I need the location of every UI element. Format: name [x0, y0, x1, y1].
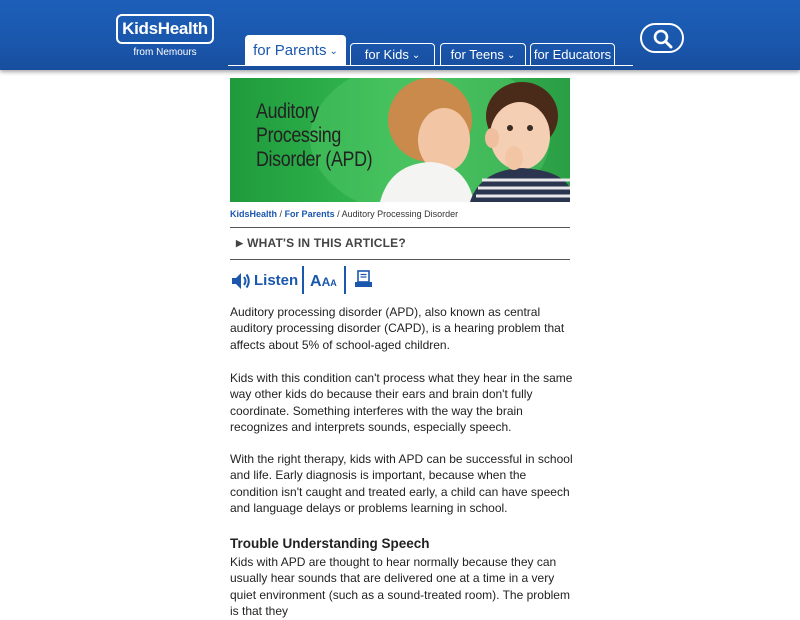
site-header [0, 0, 800, 70]
tab-label: for Educators [533, 47, 612, 62]
tab-label: for Parents [253, 42, 327, 59]
breadcrumb-current: Auditory Processing Disorder [341, 209, 459, 219]
text-size-button[interactable] [310, 273, 337, 291]
article-paragraph: With the right therapy, kids with APD can be successful in school and life. Early diagnosis is important, because when the condition isn't caught and treated early, a child can have speech and language delays or problems learning in school. [230, 452, 573, 516]
toc-label: WHAT'S IN THIS ARTICLE? [247, 236, 406, 250]
tab-for-kids[interactable] [350, 43, 435, 66]
triangle-right-icon: ▶ [236, 238, 244, 248]
breadcrumb-home-link[interactable]: KidsHealth [230, 209, 278, 219]
logo-tagline: from Nemours [133, 47, 197, 58]
hero-title-line: Processing [256, 124, 341, 147]
tab-for-teens[interactable] [440, 43, 526, 66]
hero-title-line: Disorder (APD) [256, 148, 373, 171]
logo-wordmark: KidsHealth [116, 14, 214, 44]
article-paragraph: Kids with APD are thought to hear normally because they can usually hear sounds that are delivered one at a time in a very quiet environment (such as a sound-treated room). The problem is that they [230, 555, 570, 619]
article-tools [230, 266, 390, 294]
tool-separator [344, 266, 346, 294]
search-icon [653, 29, 673, 49]
breadcrumb-separator: / [279, 209, 283, 219]
kidshealth-logo[interactable] [116, 14, 216, 60]
hero-title-line: Auditory [256, 100, 319, 123]
breadcrumb-separator: / [337, 209, 340, 219]
chevron-down-icon: ⌄ [329, 46, 338, 57]
listen-label: Listen [254, 272, 299, 289]
toc-toggle[interactable] [236, 236, 406, 250]
tool-separator [302, 266, 304, 294]
text-size-icon: A [330, 278, 337, 288]
print-icon[interactable] [354, 270, 374, 290]
breadcrumb-section-link[interactable]: For Parents [284, 209, 335, 219]
article-paragraph: Auditory processing disorder (APD), also known as central auditory processing disorder (CAPD), is a hearing problem that affects about 5% of school-aged children. [230, 305, 565, 352]
divider [230, 227, 570, 228]
tab-for-parents[interactable] [245, 35, 346, 66]
tab-label: for Teens [450, 47, 504, 62]
section-heading: Trouble Understanding Speech [230, 536, 430, 551]
search-button[interactable] [640, 23, 684, 53]
chevron-down-icon: ⌄ [411, 50, 421, 61]
chevron-down-icon: ⌄ [506, 50, 516, 61]
nav-underline [228, 65, 633, 66]
divider [230, 259, 570, 260]
article-paragraph: Kids with this condition can't process what they hear in the same way other kids do because their ears and brain don't fully coordinate. Something interferes with the way the brain recognizes and interprets sounds, especially speech. [230, 371, 573, 435]
speaker-icon [230, 270, 252, 292]
tab-for-educators[interactable] [530, 43, 615, 66]
hero-image [230, 78, 570, 202]
breadcrumb [230, 209, 458, 219]
text-size-icon: A [321, 275, 331, 289]
text-size-icon: A [310, 273, 322, 290]
tab-label: for Kids [364, 47, 409, 62]
hero-title [256, 100, 384, 172]
